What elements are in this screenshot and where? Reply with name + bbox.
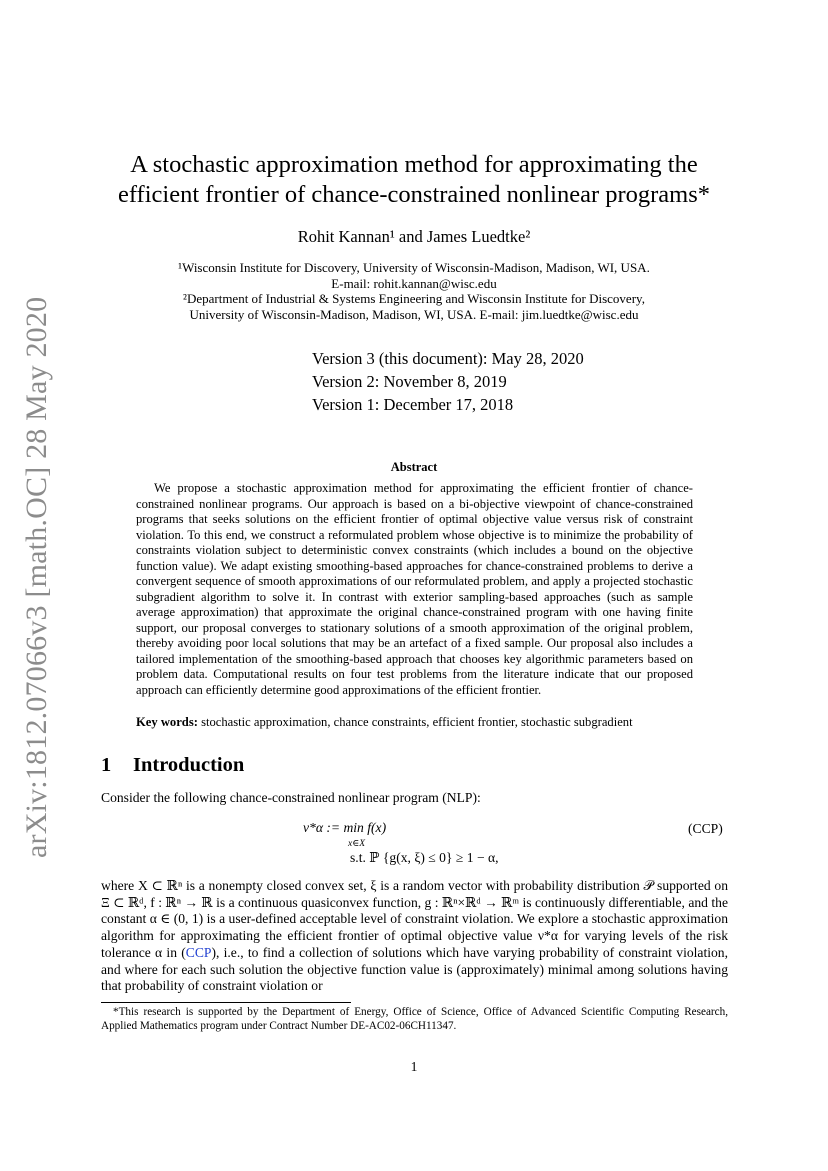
equation-constraint: s.t. ℙ {g(x, ξ) ≤ 0} ≥ 1 − α,: [350, 850, 499, 865]
abstract-heading: Abstract: [390, 460, 438, 474]
affiliation-line: University of Wisconsin-Madison, Madison, WI, USA. E-mail: jim.luedtke@wisc.edu: [189, 306, 639, 322]
equation-objective: ν*α := min f(x): [303, 820, 387, 835]
section-heading: [101, 754, 244, 777]
title-line-1: A stochastic approximation method for approximating the: [130, 151, 698, 178]
version-line: Version 2: November 8, 2019: [312, 372, 507, 391]
body-text-part-2: ), i.e., to find a collection of solutions which have varying probability of constraint violation, and where for each such solution the objective function value is (approximately) minimal among solutions having that probability of constraint violation or: [101, 944, 729, 994]
keywords-label: Key words:: [136, 715, 198, 729]
affiliations: [100, 260, 728, 322]
equation-subscript: x∈X: [348, 839, 366, 849]
equation-label: (CCP): [688, 821, 723, 836]
intro-sentence: Consider the following chance-constrained nonlinear program (NLP):: [101, 790, 481, 805]
section-title: Introduction: [133, 754, 245, 776]
body-paragraph: [101, 878, 728, 995]
keywords: [136, 715, 736, 730]
paper-title: [100, 150, 728, 210]
version-line: Version 1: December 17, 2018: [312, 395, 514, 414]
affiliation-line: ²Department of Industrial & Systems Engineering and Wisconsin Institute for Discovery,: [183, 291, 645, 306]
section-number: 1: [101, 754, 112, 776]
keywords-text: stochastic approximation, chance constraints, efficient frontier, stochastic subgradient: [201, 715, 633, 729]
arxiv-side-stamp: arXiv:1812.07066v3 [math.OC] 28 May 2020: [20, 296, 53, 858]
body-text-part-1: where X ⊂ ℝⁿ is a nonempty closed convex set, ξ is a random vector with probability distribution 𝒫 supported on Ξ ⊂ ℝᵈ, f : ℝⁿ → ℝ is a continuous quasiconvex function, g : ℝⁿ×ℝᵈ → ℝᵐ is continuously differentiable, and the constant α ∈ (0, 1) is a user-defined acceptable level of constraint violation. We explore a stochastic approximation algorithm for approximating the efficient frontier of optimal objective value ν*α for varying levels of the risk tolerance α in (: [101, 878, 728, 960]
footnote-rule: [101, 1002, 351, 1003]
version-history: [312, 347, 584, 416]
authors: Rohit Kannan¹ and James Luedtke²: [297, 227, 531, 246]
abstract-text: We propose a stochastic approximation method for approximating the efficient frontier of chance-constrained nonlinear programs. Our approach is based on a bi-objective viewpoint of chance-constrained programs that seeks solutions on the efficient frontier of optimal objective value versus risk of constraint violation. To this end, we construct a reformulated problem whose objective is to minimize the probability of constraints violation subject to deterministic convex constraints (which includes a bound on the objective function value). We adapt existing smoothing-based approaches for chance-constrained problems to derive a convergent sequence of smooth approximations of our reformulated problem, and apply a projected stochastic subgradient algorithm to solve it. In contrast with exterior sampling-based approaches (such as sample average approximation) that approximate the original chance-constrained program with one having finite support, our proposal converges to stationary solutions of a smooth approximation of the original problem, thereby avoiding poor local solutions that may be an artefact of a fixed sample. Our proposal also includes a tailored implementation of the smoothing-based approach that chooses key algorithmic parameters based on problem data. Computational results on four test problems from the literature indicate that our proposed approach can efficiently determine good approximations of the efficient frontier.: [136, 481, 693, 697]
affiliation-line: ¹Wisconsin Institute for Discovery, University of Wisconsin-Madison, Madison, WI, USA.: [178, 260, 650, 275]
title-line-2: efficient frontier of chance-constrained nonlinear programs*: [117, 181, 711, 208]
equation-reference-link[interactable]: CCP: [185, 944, 212, 960]
page-number: 1: [410, 1059, 418, 1074]
footnote: *This research is supported by the Department of Energy, Office of Science, Office of Advanced Scientific Computing Research, Applied Mathematics program under Contract Number DE-AC02-06CH11347.: [101, 1006, 728, 1032]
affiliation-line: E-mail: rohit.kannan@wisc.edu: [331, 275, 497, 291]
version-line: Version 3 (this document): May 28, 2020: [312, 349, 584, 368]
